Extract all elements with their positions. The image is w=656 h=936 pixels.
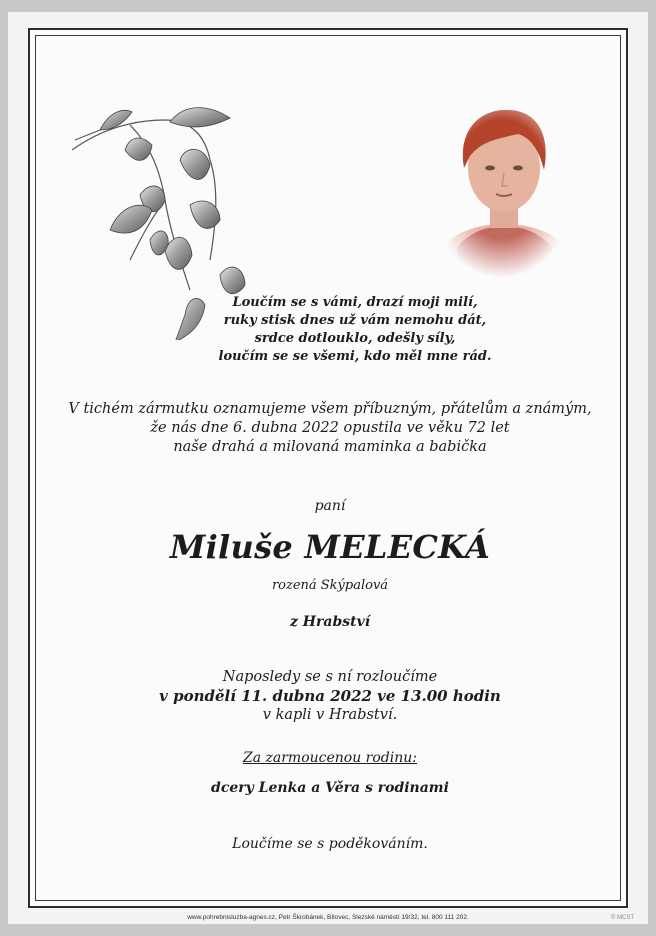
family-names: dcery Lenka a Věra s rodinami bbox=[211, 780, 449, 796]
poem-line: ruky stisk dnes už vám nemohu dát, bbox=[223, 313, 487, 328]
funeral-datetime: v pondělí 11. dubna 2022 ve 13.00 hodin bbox=[159, 687, 501, 705]
parte-sheet bbox=[8, 12, 648, 924]
funeral-line: Naposledy se s ní rozloučíme bbox=[222, 669, 438, 685]
announcement-line: naše drahá a milovaná maminka a babička bbox=[173, 439, 487, 455]
closing-thanks: Loučíme se s poděkováním. bbox=[232, 836, 428, 852]
poem bbox=[30, 294, 630, 366]
announcement-line: V tichém zármutku oznamujeme všem příbuzným, přátelům a známým, bbox=[68, 401, 592, 417]
poem-line: srdce dotlouklo, odešly síly, bbox=[254, 331, 456, 346]
poem-line: loučím se se všemi, kdo měl mne rád. bbox=[218, 349, 492, 364]
funeral-details bbox=[30, 668, 630, 725]
announcement bbox=[30, 400, 630, 457]
poem-line: Loučím se s vámi, drazí moji milí, bbox=[232, 295, 478, 310]
announcement-line: že nás dne 6. dubna 2022 opustila ve věku 72 let bbox=[150, 420, 510, 436]
funeral-location: v kapli v Hrabství. bbox=[262, 707, 398, 723]
parte-frame bbox=[28, 28, 628, 908]
portrait-photo bbox=[432, 98, 572, 278]
family-label: Za zarmoucenou rodinu: bbox=[242, 750, 417, 766]
hometown: z Hrabství bbox=[289, 614, 371, 630]
copyright-mark: © MCST bbox=[610, 915, 634, 921]
maiden-name: rozená Skýpalová bbox=[271, 578, 389, 593]
deceased-name: Miluše MELECKÁ bbox=[169, 528, 491, 566]
honorific: paní bbox=[314, 498, 346, 514]
footer-contact: www.pohrebnisluzba-agnes.cz, Petr Škrobánek, Bílovec, Slezské náměstí 19/32, tel. 800 111 202. bbox=[187, 914, 469, 921]
